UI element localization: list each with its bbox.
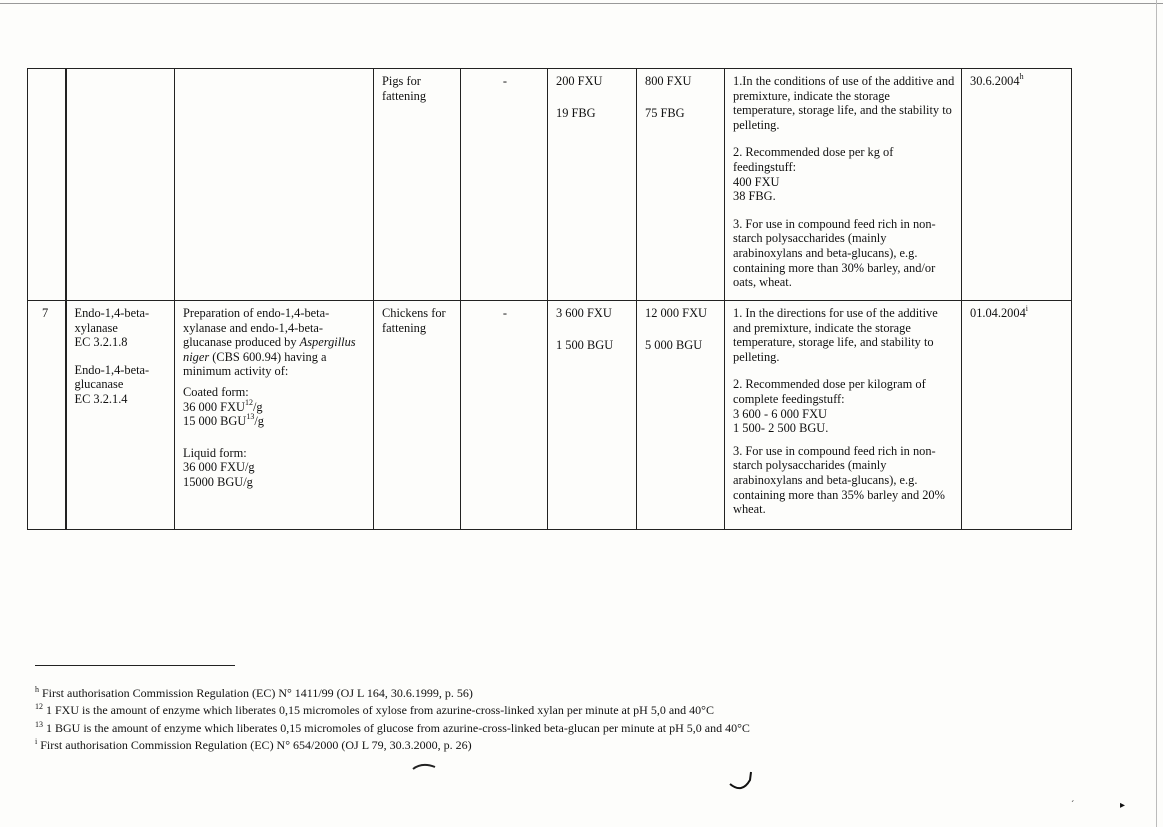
provision-2-line: 400 FXU — [733, 174, 780, 189]
min-content-fbg: 19 FBG — [556, 105, 596, 120]
species-cell — [374, 301, 461, 530]
provision-2-line: 2. Recommended dose per kg of — [733, 145, 894, 160]
end-date-cell — [962, 69, 1072, 301]
footnote-h: $^h$ First authorisation Commission Regulation (EC) N° 1411/99 (OJ L 164, 30.6.1999, p. 56) — [35, 685, 473, 700]
min-content-cell — [548, 301, 637, 530]
end-date-note: h — [1019, 72, 1024, 81]
row-number-cell — [28, 69, 66, 301]
preparation-cell — [175, 69, 374, 301]
species-line: Pigs for — [382, 74, 421, 88]
provision-2-line: 38 FBG. — [733, 189, 776, 204]
min-content-fxu: 3 600 FXU — [556, 306, 612, 320]
provision-2-line: feedingstuff: — [733, 159, 797, 174]
preparation-cell — [175, 301, 374, 530]
provision-1: 1.In the conditions of use of the additive and premixture, indicate the storage temperature, storage life, and the stability to pelleting. — [733, 74, 955, 132]
additives-table — [27, 68, 1072, 530]
scan-artifact-mark — [412, 762, 436, 770]
provision-2-line: complete feedingstuff: — [733, 391, 845, 406]
provision-2-line: 1 500- 2 500 BGU. — [733, 421, 829, 436]
table-row-pigs — [28, 69, 1072, 301]
species-line: fattening — [382, 88, 427, 103]
scan-artifact-dot: ˊ — [1071, 800, 1075, 811]
enzyme-line: Endo-1,4-beta- — [74, 306, 150, 320]
enzyme-line: glucanase — [74, 377, 124, 392]
species-cell — [374, 69, 461, 301]
scan-artifact-dot: ▸ — [1120, 800, 1126, 811]
provision-3: 3. For use in compound feed rich in non-starch polysaccharides (mainly arabinoxylans and beta-glucans), e.g. containing more than 30% barley, and/or oats, wheat. — [733, 216, 936, 290]
liquid-form-label: Liquid form: — [183, 445, 247, 460]
page-top-rule — [0, 3, 1163, 4]
liquid-bgu: 15000 BGU/g — [183, 474, 253, 489]
liquid-fxu: 36 000 FXU/g — [183, 460, 255, 475]
max-age-cell: - — [461, 69, 548, 301]
enzyme-line: EC 3.2.1.8 — [74, 335, 128, 350]
provision-2-line: 3 600 - 6 000 FXU — [733, 406, 827, 421]
end-date-note: i — [1025, 304, 1028, 313]
provision-2-line: 2. Recommended dose per kilogram of — [733, 377, 926, 392]
footnote-i: $^i$ First authorisation Commission Regulation (EC) N° 654/2000 (OJ L 79, 30.3.2000, p. 26) — [35, 737, 472, 753]
provision-3: 3. For use in compound feed rich in non-starch polysaccharides (mainly arabinoxylans and beta-glucans), e.g. containing more than 35% barley and 20% wheat. — [733, 443, 945, 517]
scan-artifact-curve — [728, 770, 756, 792]
species-line: fattening — [382, 320, 427, 335]
max-content-bgu: 5 000 BGU — [645, 337, 703, 352]
table-row-chickens — [28, 301, 1072, 530]
coated-bgu: 15 000 BGU$^{13}$/g — [183, 412, 264, 429]
max-age-cell: - — [461, 301, 548, 530]
enzyme-line: EC 3.2.1.4 — [74, 391, 128, 406]
max-content-fxu: 12 000 FXU — [645, 306, 707, 320]
footnote-12: $^{12}$ 1 FXU is the amount of enzyme which liberates 0,15 micromoles of xylose from azurine-cross-linked xylan per minute at pH 5,0 and 40°C — [35, 702, 714, 718]
min-content-fxu: 200 FXU — [556, 74, 603, 88]
row-number-cell: 7 — [28, 301, 66, 530]
preparation-intro: Preparation of endo-1,4-beta-xylanase and endo-1,4-beta-glucanase produced by Aspergillus niger (CBS 600.94) having a minimum activity of: — [183, 306, 356, 379]
footnote-13: $^{13}$ 1 BGU is the amount of enzyme which liberates 0,15 micromoles of glucose from azurine-cross-linked beta-glucan per minute at pH 5,0 and 40°C — [35, 719, 750, 735]
organism-name: Aspergillus niger — [183, 335, 356, 364]
end-date: 30.6.2004 — [970, 74, 1020, 88]
enzyme-cell — [66, 69, 175, 301]
provisions-cell — [725, 301, 962, 530]
species-line: Chickens for — [382, 306, 446, 320]
provision-1: 1. In the directions for use of the additive and premixture, indicate the storage temperature, storage life, and stability to pelleting. — [733, 306, 938, 364]
max-content-fxu: 800 FXU — [645, 74, 692, 88]
end-date: 01.04.2004 — [970, 306, 1026, 320]
enzyme-cell — [66, 301, 175, 530]
max-content-cell — [637, 69, 725, 301]
footnotes — [35, 683, 935, 753]
max-content-fbg: 75 FBG — [645, 105, 685, 120]
footnote-separator — [35, 665, 235, 666]
enzyme-line: Endo-1,4-beta- — [74, 362, 150, 377]
page-right-edge — [1156, 0, 1157, 827]
enzyme-line: xylanase — [74, 320, 118, 335]
provisions-cell — [725, 69, 962, 301]
min-content-bgu: 1 500 BGU — [556, 337, 614, 352]
end-date-cell — [962, 301, 1072, 530]
coated-fxu: 36 000 FXU$^{12}$/g — [183, 397, 263, 414]
coated-form-label: Coated form: — [183, 384, 249, 399]
max-content-cell — [637, 301, 725, 530]
min-content-cell — [548, 69, 637, 301]
